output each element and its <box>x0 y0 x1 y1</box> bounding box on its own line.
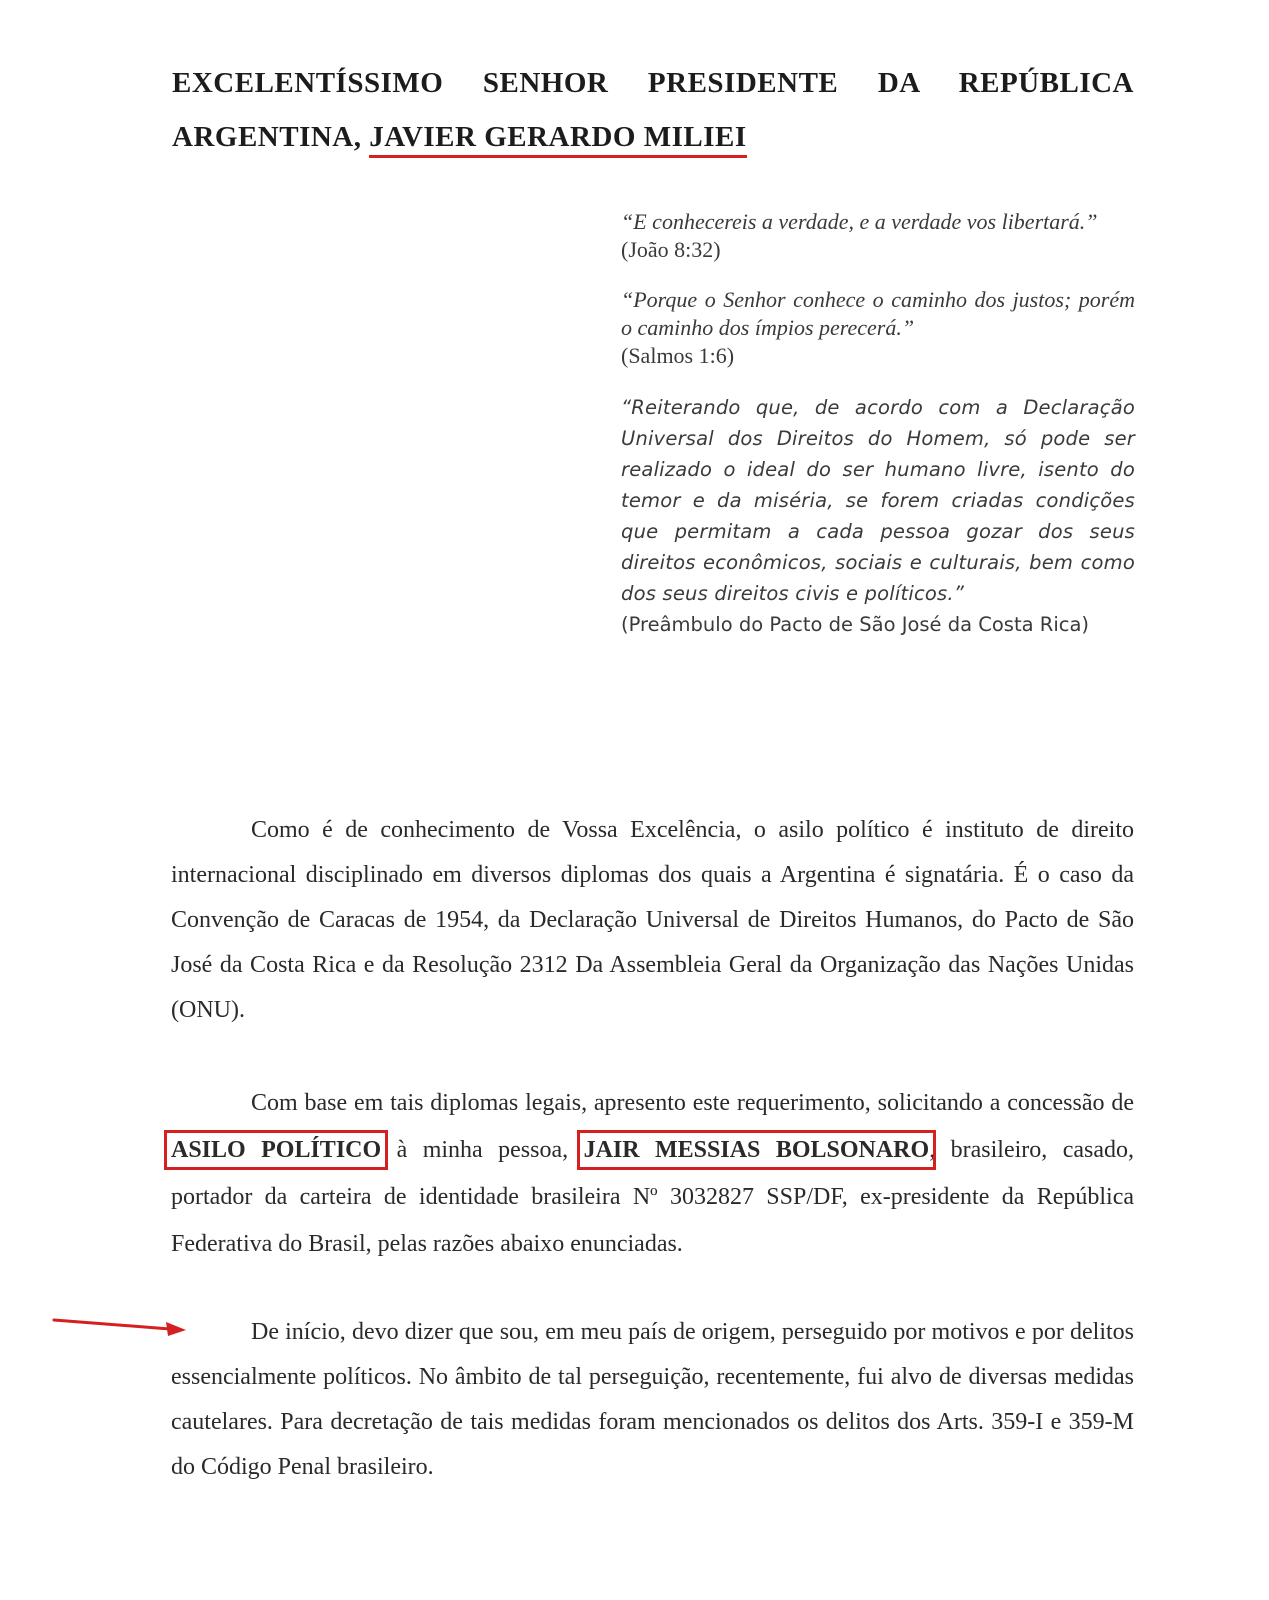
paragraph-request <box>171 1080 1134 1268</box>
epigraph-john <box>621 208 1135 264</box>
epigraphs <box>621 208 1135 662</box>
document-heading <box>172 56 1134 164</box>
highlight-asilo-politico: ASILO POLÍTICO <box>171 1137 382 1163</box>
epigraph-source: (Preâmbulo do Pacto de São José da Costa Rica) <box>621 613 1090 636</box>
heading-line-1: EXCELENTÍSSIMO SENHOR PRESIDENTE DA REPÚBLICA <box>172 67 1134 99</box>
paragraph-persecution: De início, devo dizer que sou, em meu país de origem, perseguido por motivos e por delitos essencialmente políticos. No âmbito de tal perseguição, recentemente, fui alvo de diversas medidas cautelares. Para decretação de tais medidas foram mencionados os delitos dos Arts. 359-I e 359-M do Código Penal brasileiro. <box>171 1319 1134 1480</box>
epigraph-quote: “E conhecereis a verdade, e a verdade vos libertará.” <box>621 209 1098 234</box>
epigraph-psalms <box>621 286 1135 370</box>
heading-line-2 <box>172 110 1134 164</box>
heading-prefix: ARGENTINA, <box>172 121 370 153</box>
epigraph-pact <box>621 392 1135 640</box>
paragraph-asylum-context: Como é de conhecimento de Vossa Excelência, o asilo político é instituto de direito internacional disciplinado em diversos diplomas dos quais a Argentina é signatária. É o caso da Convenção de Caracas de 1954, da Declaração Universal de Direitos Humanos, do Pacto de São José da Costa Rica e da Resolução 2312 Da Assembleia Geral da Organização das Nações Unidas (ONU). <box>171 817 1134 1023</box>
epigraph-source: (Salmos 1:6) <box>621 343 735 368</box>
request-text-1: Com base em tais diplomas legais, apresento este requerimento, solicitando a concessão de <box>251 1090 1134 1116</box>
highlight-requester-name: JAIR MESSIAS BOLSONARO <box>583 1137 930 1163</box>
epigraph-quote: “Reiterando que, de acordo com a Declaração Universal dos Direitos do Homem, só pode ser realizado o ideal do ser humano livre, isento do temor e da miséria, se forem criadas condições que permitam a cada pessoa gozar dos seus direitos econômicos, sociais e culturais, bem como dos seus direitos civis e políticos.” <box>621 396 1135 605</box>
request-text-3: , brasileiro, casado, portador da carteira de identidade brasileira Nº 3032827 SSP/DF, ex-presidente da República Federativa do Brasil, pelas razões abaixo enunciadas. <box>171 1137 1134 1257</box>
epigraph-quote: “Porque o Senhor conhece o caminho dos justos; porém o caminho dos ímpios perecerá.” <box>621 287 1135 340</box>
request-text-2: à minha pessoa, <box>381 1137 584 1163</box>
epigraph-source: (João 8:32) <box>621 237 721 262</box>
heading-name-underlined: JAVIER GERARDO MILIEI <box>369 121 746 158</box>
